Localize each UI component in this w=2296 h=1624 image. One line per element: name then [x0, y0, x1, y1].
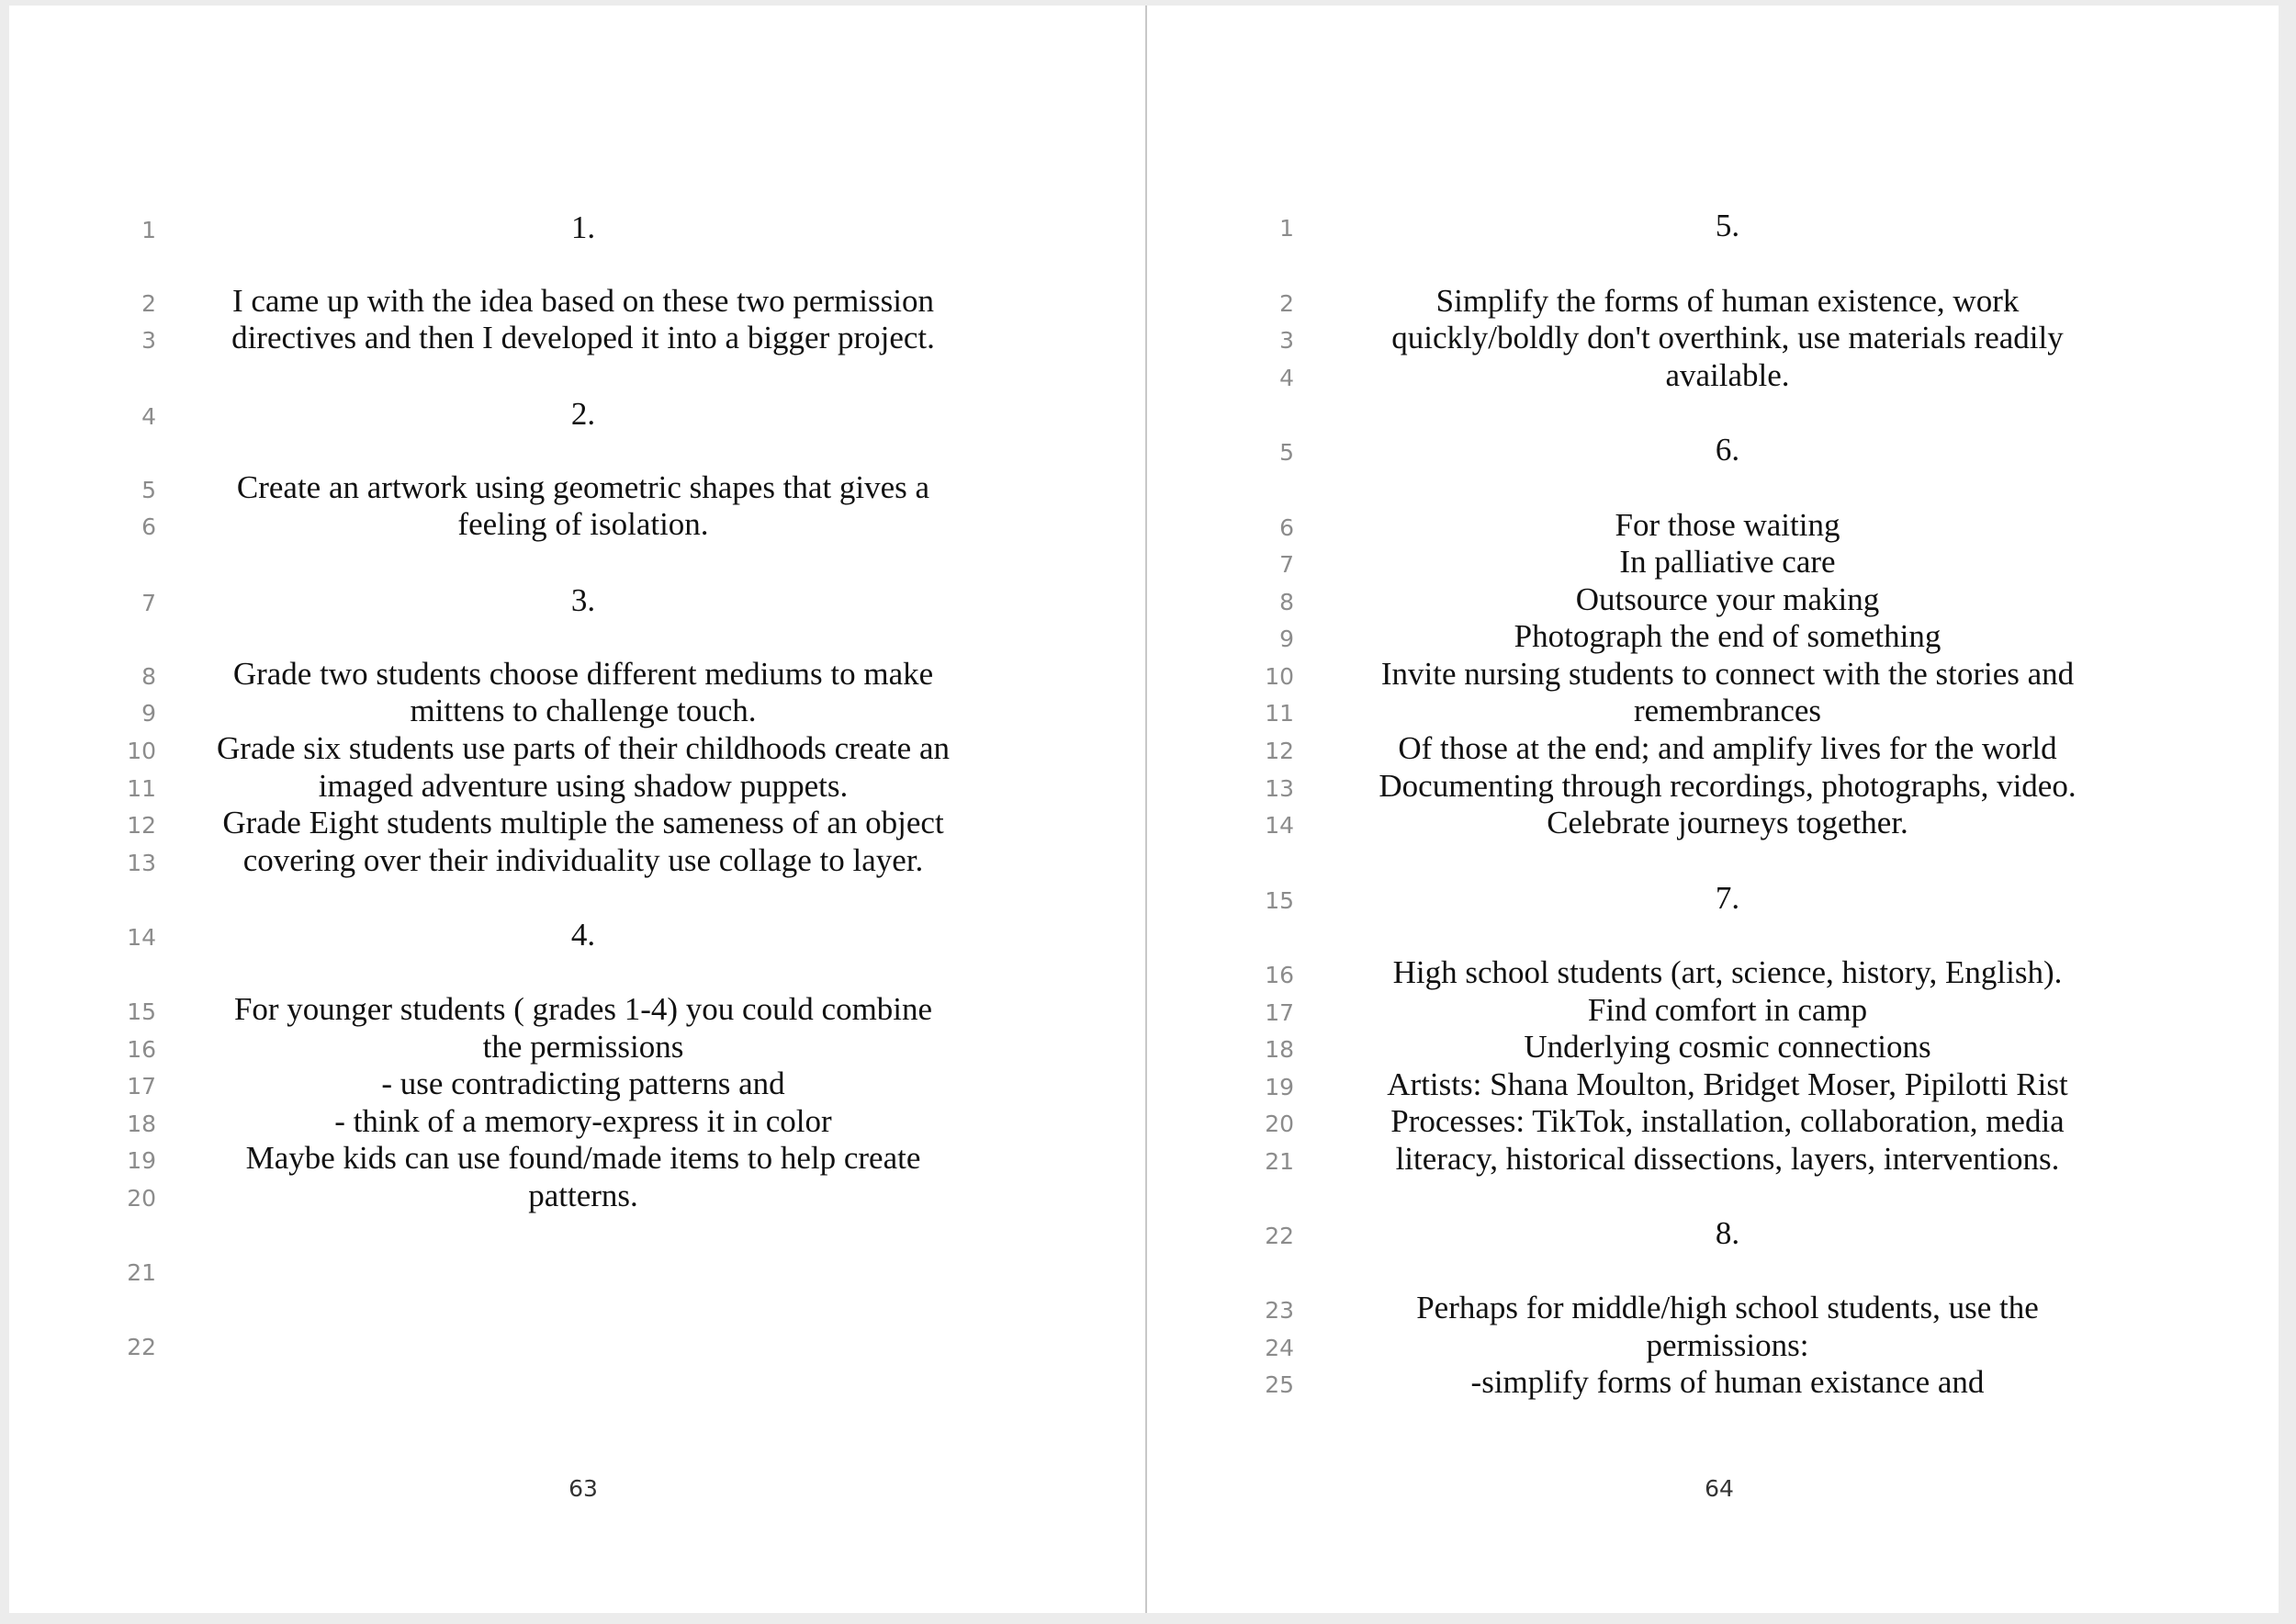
- line-number: 8: [141, 663, 156, 690]
- line-19: [9, 1140, 1146, 1177]
- line-number: 8: [1279, 589, 1294, 615]
- line-text: 5.: [1715, 208, 1740, 243]
- line-number: 14: [127, 924, 156, 951]
- line-2: [9, 283, 1146, 320]
- line-24: [1147, 1327, 2279, 1364]
- line-text: Of those at the end; and amplify lives for the world: [1398, 730, 2057, 766]
- line-number: 9: [141, 700, 156, 727]
- line-number: 21: [1265, 1148, 1294, 1175]
- line-text: imaged adventure using shadow puppets.: [318, 768, 849, 804]
- line-14: [9, 917, 1146, 953]
- line-text: Outsource your making: [1575, 581, 1880, 617]
- line-number: 13: [127, 850, 156, 876]
- line-text: patterns.: [528, 1178, 638, 1213]
- line-text: Grade six students use parts of their childhoods create an: [217, 730, 950, 766]
- line-number: 16: [127, 1036, 156, 1063]
- line-number: 22: [127, 1334, 156, 1360]
- line-text: quickly/boldly don't overthink, use materials readily: [1391, 320, 2064, 355]
- line-number: 9: [1279, 626, 1294, 652]
- line-9: [9, 693, 1146, 729]
- line-18: [9, 1103, 1146, 1140]
- line-number: 20: [127, 1185, 156, 1212]
- line-13: [9, 842, 1146, 879]
- line-16: [9, 1029, 1146, 1066]
- line-number: 21: [127, 1259, 156, 1286]
- line-9: [1147, 618, 2279, 655]
- line-text: 4.: [570, 917, 596, 953]
- line-10: [1147, 656, 2279, 693]
- line-19: [1147, 1066, 2279, 1103]
- line-text: 6.: [1715, 432, 1740, 468]
- line-15: [9, 991, 1146, 1028]
- line-text: Documenting through recordings, photographs, video.: [1379, 768, 2077, 804]
- line-13: [1147, 768, 2279, 805]
- line-text: Underlying cosmic connections: [1524, 1029, 1931, 1065]
- line-21: [1147, 1141, 2279, 1178]
- page-64: [1147, 6, 2279, 1613]
- line-number: 17: [1265, 999, 1294, 1026]
- line-text: Processes: TikTok, installation, collaboration, media: [1390, 1103, 2065, 1139]
- line-number: 22: [1265, 1223, 1294, 1249]
- line-text: I came up with the idea based on these two permission: [232, 283, 934, 319]
- line-6: [1147, 507, 2279, 544]
- line-10: [9, 730, 1146, 767]
- line-number: 3: [1279, 327, 1294, 354]
- line-17: [1147, 992, 2279, 1029]
- line-text: Find comfort in camp: [1587, 992, 1868, 1028]
- line-20: [1147, 1103, 2279, 1140]
- line-21: [9, 1252, 1146, 1289]
- line-text: Simplify the forms of human existence, work: [1435, 283, 2020, 319]
- page-63: [9, 6, 1146, 1613]
- line-text: Celebrate journeys together.: [1547, 805, 1908, 840]
- line-22: [9, 1326, 1146, 1363]
- line-2: [1147, 283, 2279, 320]
- line-number: 13: [1265, 775, 1294, 802]
- line-text: directives and then I developed it into a bigger project.: [231, 320, 935, 355]
- line-20: [9, 1178, 1146, 1214]
- line-number: 17: [127, 1073, 156, 1100]
- line-12: [1147, 730, 2279, 767]
- line-number: 10: [1265, 663, 1294, 690]
- line-1: [1147, 208, 2279, 244]
- line-23: [1147, 1290, 2279, 1326]
- line-22: [1147, 1215, 2279, 1252]
- line-number: 2: [141, 290, 156, 317]
- line-text: - think of a memory-express it in color: [334, 1103, 832, 1139]
- line-14: [1147, 805, 2279, 841]
- line-text: feeling of isolation.: [457, 506, 709, 542]
- line-11: [1147, 693, 2279, 729]
- line-18: [1147, 1029, 2279, 1066]
- line-number: 23: [1265, 1297, 1294, 1324]
- line-text: Photograph the end of something: [1514, 618, 1941, 654]
- line-number: 6: [141, 513, 156, 540]
- line-8: [1147, 581, 2279, 618]
- line-6: [9, 506, 1146, 543]
- line-number: 19: [1265, 1074, 1294, 1100]
- line-text: Invite nursing students to connect with the stories and: [1380, 656, 2075, 692]
- line-text: - use contradicting patterns and: [381, 1066, 785, 1101]
- line-5: [9, 469, 1146, 506]
- line-number: 3: [141, 327, 156, 354]
- line-number: 1: [141, 217, 156, 243]
- line-number: 18: [127, 1111, 156, 1137]
- line-8: [9, 656, 1146, 693]
- line-text: permissions:: [1646, 1327, 1809, 1363]
- line-16: [1147, 954, 2279, 991]
- line-3: [1147, 320, 2279, 356]
- line-text: High school students (art, science, history, English).: [1392, 954, 2063, 990]
- line-1: [9, 209, 1146, 246]
- line-number: 15: [127, 998, 156, 1025]
- line-text: mittens to challenge touch.: [410, 693, 757, 728]
- line-5: [1147, 432, 2279, 468]
- line-number: 15: [1265, 887, 1294, 914]
- line-text: Create an artwork using geometric shapes that gives a: [236, 469, 930, 505]
- line-text: For those waiting: [1615, 507, 1840, 543]
- line-number: 4: [1279, 365, 1294, 391]
- line-7: [9, 582, 1146, 619]
- line-number: 5: [1279, 439, 1294, 466]
- line-number: 19: [127, 1147, 156, 1174]
- line-number: 1: [1279, 215, 1294, 242]
- line-number: 11: [1265, 700, 1294, 727]
- line-text: available.: [1665, 357, 1790, 393]
- line-7: [1147, 544, 2279, 581]
- line-text: In palliative care: [1619, 544, 1836, 580]
- line-number: 11: [127, 775, 156, 802]
- line-text: -simplify forms of human existance and: [1470, 1364, 1985, 1400]
- line-3: [9, 320, 1146, 356]
- line-number: 16: [1265, 962, 1294, 988]
- line-number: 10: [127, 738, 156, 764]
- line-text: 3.: [570, 582, 596, 618]
- line-text: the permissions: [482, 1029, 684, 1065]
- line-text: Perhaps for middle/high school students, use the: [1416, 1290, 2039, 1325]
- line-number: 4: [141, 403, 156, 430]
- line-text: covering over their individuality use collage to layer.: [242, 842, 924, 878]
- line-text: Grade Eight students multiple the sameness of an object: [222, 805, 944, 840]
- page-number: 64: [1705, 1475, 1734, 1502]
- line-12: [9, 805, 1146, 841]
- line-4: [1147, 357, 2279, 394]
- line-number: 7: [141, 590, 156, 616]
- line-number: 2: [1279, 290, 1294, 317]
- line-number: 7: [1279, 551, 1294, 578]
- line-number: 6: [1279, 514, 1294, 541]
- line-number: 24: [1265, 1335, 1294, 1361]
- line-number: 18: [1265, 1036, 1294, 1063]
- line-text: 7.: [1715, 880, 1740, 916]
- line-15: [1147, 880, 2279, 917]
- line-text: Maybe kids can use found/made items to help create: [245, 1140, 921, 1176]
- line-11: [9, 768, 1146, 805]
- line-25: [1147, 1364, 2279, 1401]
- line-text: literacy, historical dissections, layers, interventions.: [1395, 1141, 2060, 1177]
- line-text: 2.: [570, 396, 596, 432]
- line-text: 8.: [1715, 1215, 1740, 1251]
- line-17: [9, 1066, 1146, 1102]
- line-number: 5: [141, 477, 156, 503]
- line-text: Grade two students choose different mediums to make: [232, 656, 934, 692]
- line-number: 14: [1265, 812, 1294, 839]
- line-text: For younger students ( grades 1-4) you could combine: [233, 991, 933, 1027]
- line-number: 20: [1265, 1111, 1294, 1137]
- line-text: remembrances: [1633, 693, 1822, 728]
- line-number: 12: [1265, 738, 1294, 764]
- line-number: 25: [1265, 1371, 1294, 1398]
- line-text: Artists: Shana Moulton, Bridget Moser, Pipilotti Rist: [1387, 1066, 2068, 1102]
- line-4: [9, 396, 1146, 433]
- page-number: 63: [568, 1475, 598, 1502]
- line-text: 1.: [570, 209, 596, 245]
- line-number: 12: [127, 812, 156, 839]
